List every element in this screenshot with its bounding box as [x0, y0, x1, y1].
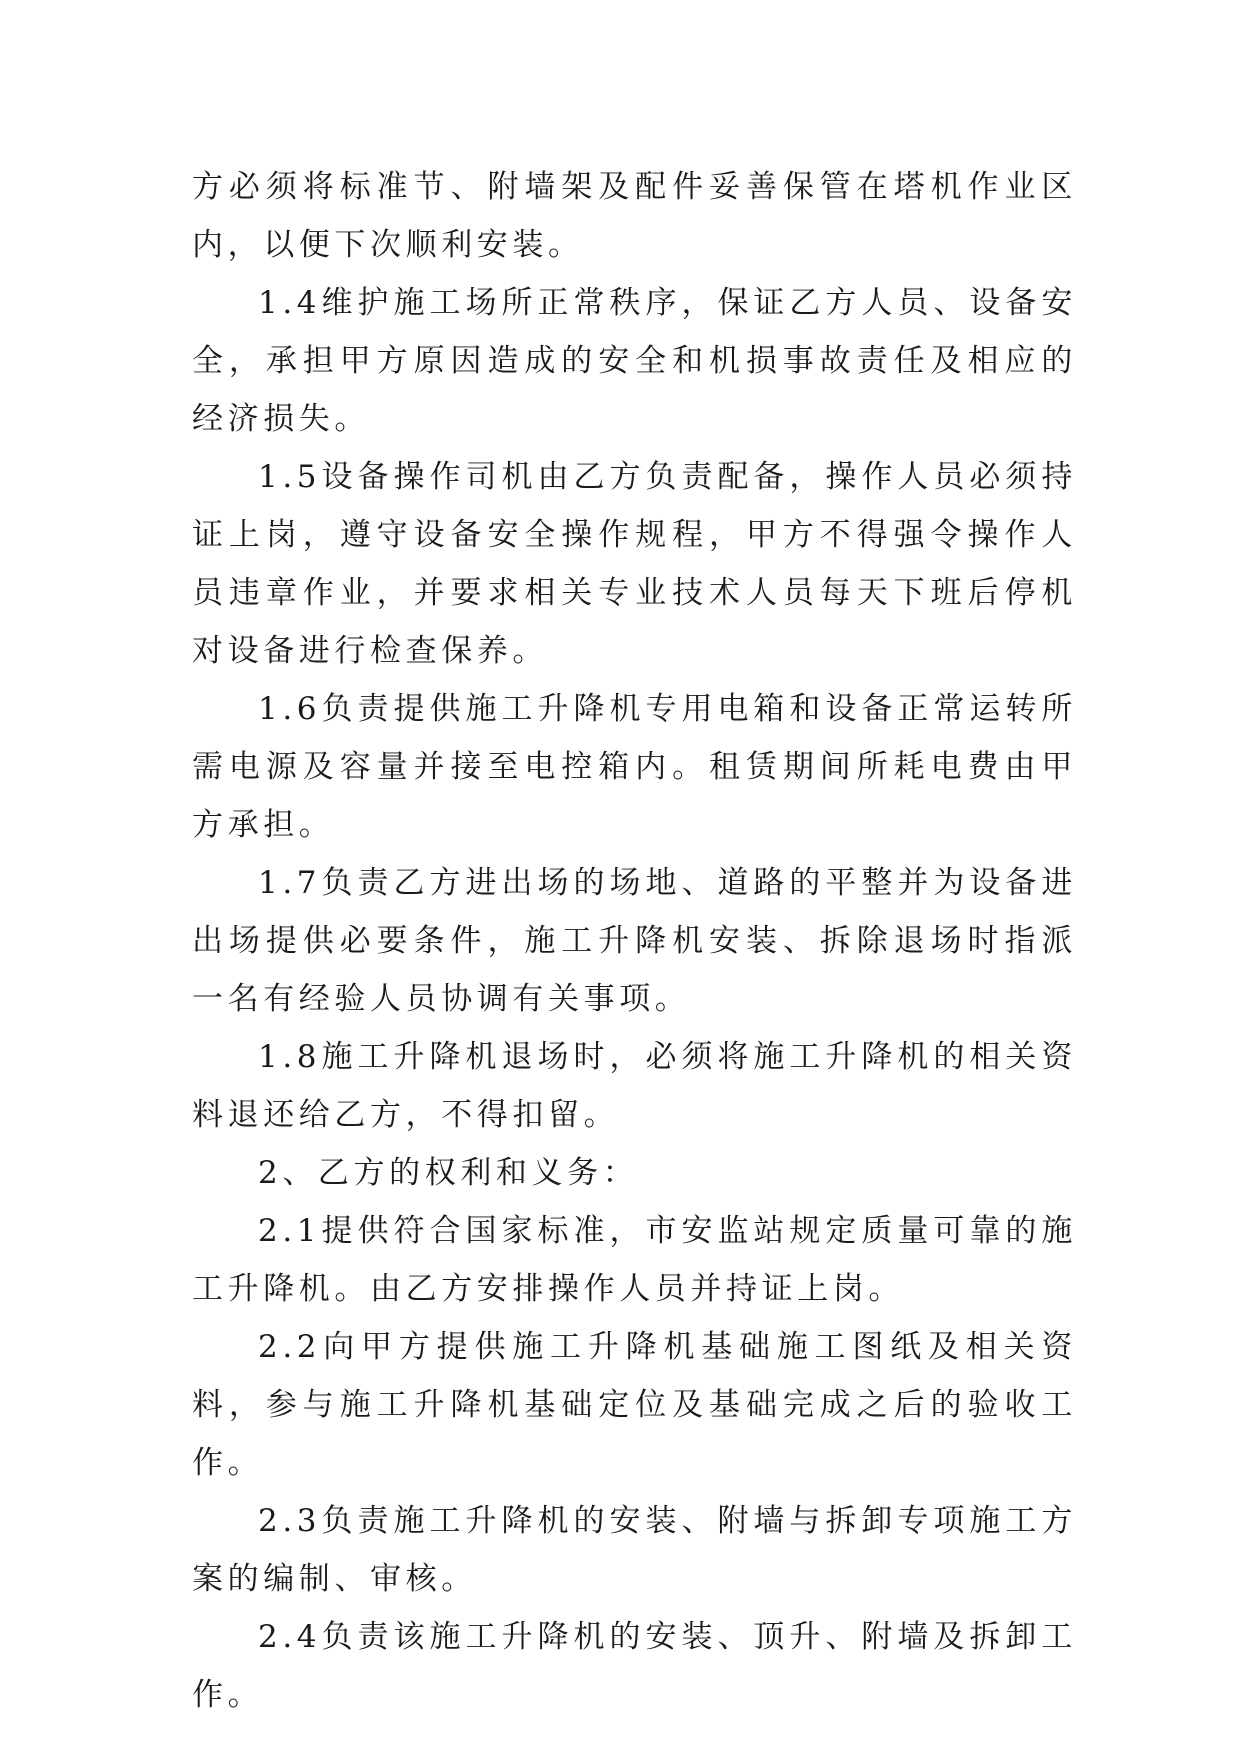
paragraph-2-3: 2.3负责施工升降机的安装、附墙与拆卸专项施工方案的编制、审核。 — [192, 1503, 1077, 1597]
paragraph-2-2: 2.2向甲方提供施工升降机基础施工图纸及相关资料，参与施工升降机基础定位及基础完成之后的验收工作。 — [192, 1329, 1077, 1481]
paragraph-1-6: 1.6负责提供施工升降机专用电箱和设备正常运转所需电源及容量并接至电控箱内。租赁期间所耗电费由甲方承担。 — [192, 691, 1077, 843]
paragraph-2-1: 2.1提供符合国家标准，市安监站规定质量可靠的施工升降机。由乙方安排操作人员并持证上岗。 — [192, 1213, 1077, 1307]
document-body — [192, 158, 1077, 1724]
paragraph-continuation: 方必须将标准节、附墙架及配件妥善保管在塔机作业区内，以便下次顺利安装。 — [192, 169, 1077, 263]
paragraph-1-4: 1.4维护施工场所正常秩序，保证乙方人员、设备安全，承担甲方原因造成的安全和机损事故责任及相应的经济损失。 — [192, 285, 1077, 437]
paragraph-1-7: 1.7负责乙方进出场的场地、道路的平整并为设备进出场提供必要条件，施工升降机安装、拆除退场时指派一名有经验人员协调有关事项。 — [192, 865, 1077, 1017]
section-heading-2: 2、乙方的权利和义务： — [258, 1155, 639, 1191]
paragraph-1-8: 1.8施工升降机退场时，必须将施工升降机的相关资料退还给乙方，不得扣留。 — [192, 1039, 1077, 1133]
paragraph-1-5: 1.5设备操作司机由乙方负责配备，操作人员必须持证上岗，遵守设备安全操作规程，甲方不得强令操作人员违章作业，并要求相关专业技术人员每天下班后停机对设备进行检查保养。 — [192, 459, 1077, 669]
paragraph-2-4: 2.4负责该施工升降机的安装、顶升、附墙及拆卸工作。 — [192, 1619, 1077, 1713]
